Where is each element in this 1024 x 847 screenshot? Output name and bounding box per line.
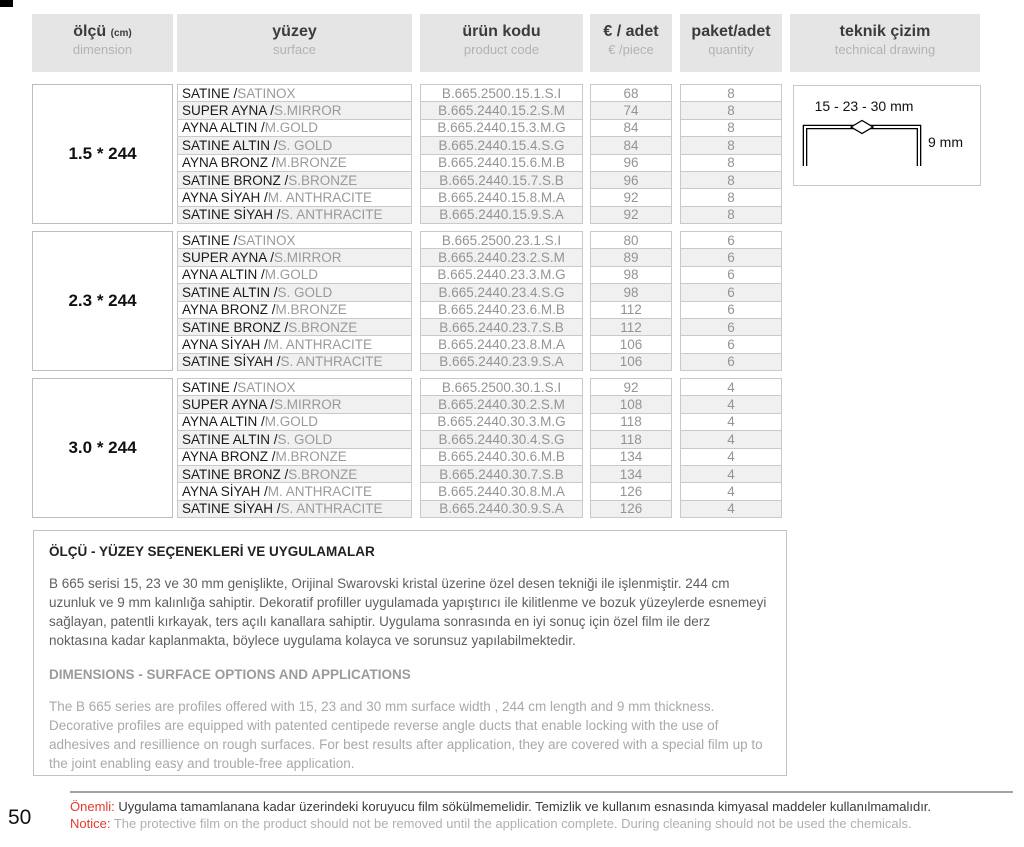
product-row — [177, 206, 782, 224]
price-cell: 68 — [590, 84, 672, 102]
surface-cell: SATINE ALTIN / S. GOLD — [177, 136, 412, 154]
price-cell: 80 — [590, 231, 672, 249]
quantity-cell: 8 — [680, 206, 782, 224]
surface-cell: AYNA ALTIN / M.GOLD — [177, 413, 412, 431]
header-surface — [177, 14, 412, 72]
quantity-cell: 8 — [680, 188, 782, 206]
price-cell: 108 — [590, 395, 672, 413]
header-quantity-sublabel: quantity — [708, 42, 754, 57]
description-title-tr: ÖLÇÜ - YÜZEY SEÇENEKLERİ VE UYGULAMALAR — [49, 544, 375, 559]
product-code-cell: B.665.2440.15.2.S.M — [420, 101, 583, 119]
price-cell: 98 — [590, 266, 672, 284]
description-body-tr: B 665 serisi 15, 23 ve 30 mm genişlikte, Orijinal Swarovski kristal üzerine özel desen tekniği ile işlenmiştir. 244 cm uzunluk ve 9 mm kalınlığa sahiptir. Dekoratif profiller uygulamada yapıştırıcı ile kilitlenme ve bozuk yüzeylerde esnemeyi sağlayan, patentli kırkayak, ters açılı kanallara sahiptir. Uygulama sonrasında en iyi sonuç için özel film ile derz noktasına kadar kaplanmakta, böylece uygulama kolayca ve sorunsuz yapılabilmektedir. — [49, 576, 767, 648]
notice-label: Notice: — [70, 816, 111, 831]
header-price — [590, 14, 672, 72]
surface-cell: SATINE SİYAH / S. ANTHRACITE — [177, 500, 412, 518]
product-row — [177, 448, 782, 466]
header-technical-drawing-sublabel: technical drawing — [834, 42, 936, 57]
product-code-cell: B.665.2440.15.7.S.B — [420, 171, 583, 189]
product-code-cell: B.665.2440.15.6.M.B — [420, 154, 583, 172]
header-quantity-label: paket/adet — [691, 23, 771, 40]
quantity-cell: 6 — [680, 248, 782, 266]
product-row — [177, 119, 782, 137]
quantity-cell: 6 — [680, 318, 782, 336]
header-surface-label: yüzey — [272, 23, 317, 40]
table-header — [32, 14, 980, 72]
width-dimension-label: 15 - 23 - 30 mm — [814, 98, 914, 114]
product-row — [177, 413, 782, 431]
price-cell: 92 — [590, 206, 672, 224]
product-code-cell: B.665.2440.30.3.M.G — [420, 413, 583, 431]
size-group-2-3x244 — [32, 231, 782, 371]
surface-cell: SATINE ALTIN / S. GOLD — [177, 430, 412, 448]
price-cell: 92 — [590, 188, 672, 206]
technical-drawing-panel — [793, 85, 981, 186]
product-code-cell: B.665.2440.30.4.S.G — [420, 430, 583, 448]
product-rows — [177, 231, 782, 371]
header-technical-drawing — [790, 14, 980, 72]
product-code-cell: B.665.2500.15.1.S.I — [420, 84, 583, 102]
quantity-cell: 4 — [680, 413, 782, 431]
product-row — [177, 318, 782, 336]
product-code-cell: B.665.2440.30.6.M.B — [420, 448, 583, 466]
product-code-cell: B.665.2440.15.9.S.A — [420, 206, 583, 224]
description-title-en: DIMENSIONS - SURFACE OPTIONS AND APPLICATIONS — [49, 667, 411, 682]
description-panel — [33, 530, 787, 776]
notice-text: The protective film on the product should not be removed until the application complete. During cleaning should not be used the chemicals. — [113, 816, 912, 831]
surface-cell: SATINE BRONZ / S.BRONZE — [177, 318, 412, 336]
product-row — [177, 84, 782, 102]
price-cell: 118 — [590, 430, 672, 448]
price-cell: 112 — [590, 301, 672, 319]
surface-cell: SATINE / SATINOX — [177, 378, 412, 396]
product-row — [177, 101, 782, 119]
price-cell: 118 — [590, 413, 672, 431]
product-row — [177, 430, 782, 448]
quantity-cell: 4 — [680, 395, 782, 413]
surface-cell: SATINE / SATINOX — [177, 231, 412, 249]
price-cell: 98 — [590, 283, 672, 301]
quantity-cell: 4 — [680, 500, 782, 518]
product-row — [177, 465, 782, 483]
product-row — [177, 301, 782, 319]
quantity-cell: 6 — [680, 301, 782, 319]
price-cell: 84 — [590, 136, 672, 154]
footer-notice-en — [70, 815, 931, 832]
dimension-cell: 2.3 * 244 — [32, 231, 173, 371]
quantity-cell: 6 — [680, 283, 782, 301]
dimension-cell: 3.0 * 244 — [32, 378, 173, 518]
product-code-cell: B.665.2440.30.8.M.A — [420, 482, 583, 500]
surface-cell: AYNA SİYAH / M. ANTHRACITE — [177, 482, 412, 500]
quantity-cell: 6 — [680, 353, 782, 371]
surface-cell: AYNA ALTIN / M.GOLD — [177, 119, 412, 137]
dimension-cell: 1.5 * 244 — [32, 84, 173, 224]
price-cell: 126 — [590, 482, 672, 500]
quantity-cell: 6 — [680, 335, 782, 353]
description-body-en: The B 665 series are profiles offered with 15, 23 and 30 mm surface width , 244 cm length and 9 mm thickness. Decorative profiles are equipped with patented centipede reverse angle ducts that enable locking with the use of adhesives and resillience on rough surfaces. For best results after application, they are covered with a special film up to the joint enabling easy and trouble-free application. — [49, 699, 763, 771]
footer-divider — [70, 791, 1013, 793]
product-code-cell: B.665.2500.30.1.S.I — [420, 378, 583, 396]
product-row — [177, 283, 782, 301]
quantity-cell: 8 — [680, 84, 782, 102]
product-row — [177, 353, 782, 371]
price-cell: 112 — [590, 318, 672, 336]
quantity-cell: 8 — [680, 171, 782, 189]
price-cell: 134 — [590, 465, 672, 483]
header-price-label: € / adet — [603, 23, 659, 40]
surface-cell: SUPER AYNA / S.MIRROR — [177, 248, 412, 266]
product-row — [177, 266, 782, 284]
important-label: Önemli: — [70, 799, 115, 814]
product-row — [177, 378, 782, 396]
header-dimension-sublabel: dimension — [72, 42, 133, 57]
product-code-cell: B.665.2500.23.1.S.I — [420, 231, 583, 249]
product-code-cell: B.665.2440.30.7.S.B — [420, 465, 583, 483]
surface-cell: SUPER AYNA / S.MIRROR — [177, 101, 412, 119]
price-cell: 106 — [590, 335, 672, 353]
product-code-cell: B.665.2440.30.9.S.A — [420, 500, 583, 518]
product-code-cell: B.665.2440.23.7.S.B — [420, 318, 583, 336]
product-row — [177, 154, 782, 172]
header-product-code — [420, 14, 583, 72]
quantity-cell: 4 — [680, 482, 782, 500]
header-quantity — [680, 14, 782, 72]
quantity-cell: 8 — [680, 101, 782, 119]
page-number: 50 — [8, 806, 32, 829]
price-cell: 134 — [590, 448, 672, 466]
product-code-cell: B.665.2440.15.4.S.G — [420, 136, 583, 154]
surface-cell: SUPER AYNA / S.MIRROR — [177, 395, 412, 413]
surface-cell: SATINE SİYAH / S. ANTHRACITE — [177, 353, 412, 371]
header-dimension — [32, 14, 173, 72]
product-code-cell: B.665.2440.23.4.S.G — [420, 283, 583, 301]
product-code-cell: B.665.2440.23.9.S.A — [420, 353, 583, 371]
surface-cell: AYNA BRONZ / M.BRONZE — [177, 301, 412, 319]
product-code-cell: B.665.2440.23.2.S.M — [420, 248, 583, 266]
product-row — [177, 188, 782, 206]
print-corner-mark — [0, 0, 13, 7]
quantity-cell: 6 — [680, 266, 782, 284]
surface-cell: SATINE BRONZ / S.BRONZE — [177, 171, 412, 189]
quantity-cell: 8 — [680, 136, 782, 154]
surface-cell: SATINE SİYAH / S. ANTHRACITE — [177, 206, 412, 224]
quantity-cell: 8 — [680, 154, 782, 172]
surface-cell: SATINE / SATINOX — [177, 84, 412, 102]
product-row — [177, 395, 782, 413]
price-cell: 89 — [590, 248, 672, 266]
quantity-cell: 8 — [680, 119, 782, 137]
product-code-cell: B.665.2440.23.6.M.B — [420, 301, 583, 319]
surface-cell: AYNA SİYAH / M. ANTHRACITE — [177, 188, 412, 206]
price-cell: 74 — [590, 101, 672, 119]
quantity-cell: 4 — [680, 430, 782, 448]
header-technical-drawing-label: teknik çizim — [839, 23, 931, 40]
header-surface-sublabel: surface — [273, 42, 316, 57]
surface-cell: SATINE ALTIN / S. GOLD — [177, 283, 412, 301]
quantity-cell: 4 — [680, 448, 782, 466]
price-cell: 84 — [590, 119, 672, 137]
surface-cell: AYNA SİYAH / M. ANTHRACITE — [177, 335, 412, 353]
surface-cell: AYNA BRONZ / M.BRONZE — [177, 448, 412, 466]
surface-cell: AYNA ALTIN / M.GOLD — [177, 266, 412, 284]
break-symbol-diamond — [851, 121, 873, 134]
header-dimension-label: ölçü (cm) — [73, 23, 132, 40]
product-rows — [177, 84, 782, 224]
quantity-cell: 4 — [680, 465, 782, 483]
height-dimension-label: 9 mm — [928, 134, 963, 150]
product-row — [177, 171, 782, 189]
quantity-cell: 4 — [680, 378, 782, 396]
product-code-cell: B.665.2440.15.8.M.A — [420, 188, 583, 206]
product-row — [177, 231, 782, 249]
product-row — [177, 500, 782, 518]
product-code-cell: B.665.2440.23.8.M.A — [420, 335, 583, 353]
important-text: Uygulama tamamlanana kadar üzerindeki koruyucu film sökülmemelidir. Temizlik ve kullanım esnasında kimyasal maddeler kullanılmamalıdır. — [118, 799, 932, 814]
product-row — [177, 136, 782, 154]
product-rows — [177, 378, 782, 518]
surface-cell: SATINE BRONZ / S.BRONZE — [177, 465, 412, 483]
product-row — [177, 482, 782, 500]
surface-cell: AYNA BRONZ / M.BRONZE — [177, 154, 412, 172]
price-cell: 106 — [590, 353, 672, 371]
price-cell: 96 — [590, 171, 672, 189]
product-code-cell: B.665.2440.30.2.S.M — [420, 395, 583, 413]
header-product-code-label: ürün kodu — [462, 23, 541, 40]
price-cell: 96 — [590, 154, 672, 172]
size-group-1-5x244 — [32, 84, 782, 224]
header-price-sublabel: € /piece — [608, 42, 654, 57]
header-product-code-sublabel: product code — [463, 42, 540, 57]
product-code-cell: B.665.2440.23.3.M.G — [420, 266, 583, 284]
product-row — [177, 335, 782, 353]
size-group-3-0x244 — [32, 378, 782, 518]
product-row — [177, 248, 782, 266]
quantity-cell: 6 — [680, 231, 782, 249]
price-cell: 126 — [590, 500, 672, 518]
footer-notice-tr — [70, 798, 931, 815]
footer-notice — [70, 798, 931, 832]
price-cell: 92 — [590, 378, 672, 396]
product-code-cell: B.665.2440.15.3.M.G — [420, 119, 583, 137]
